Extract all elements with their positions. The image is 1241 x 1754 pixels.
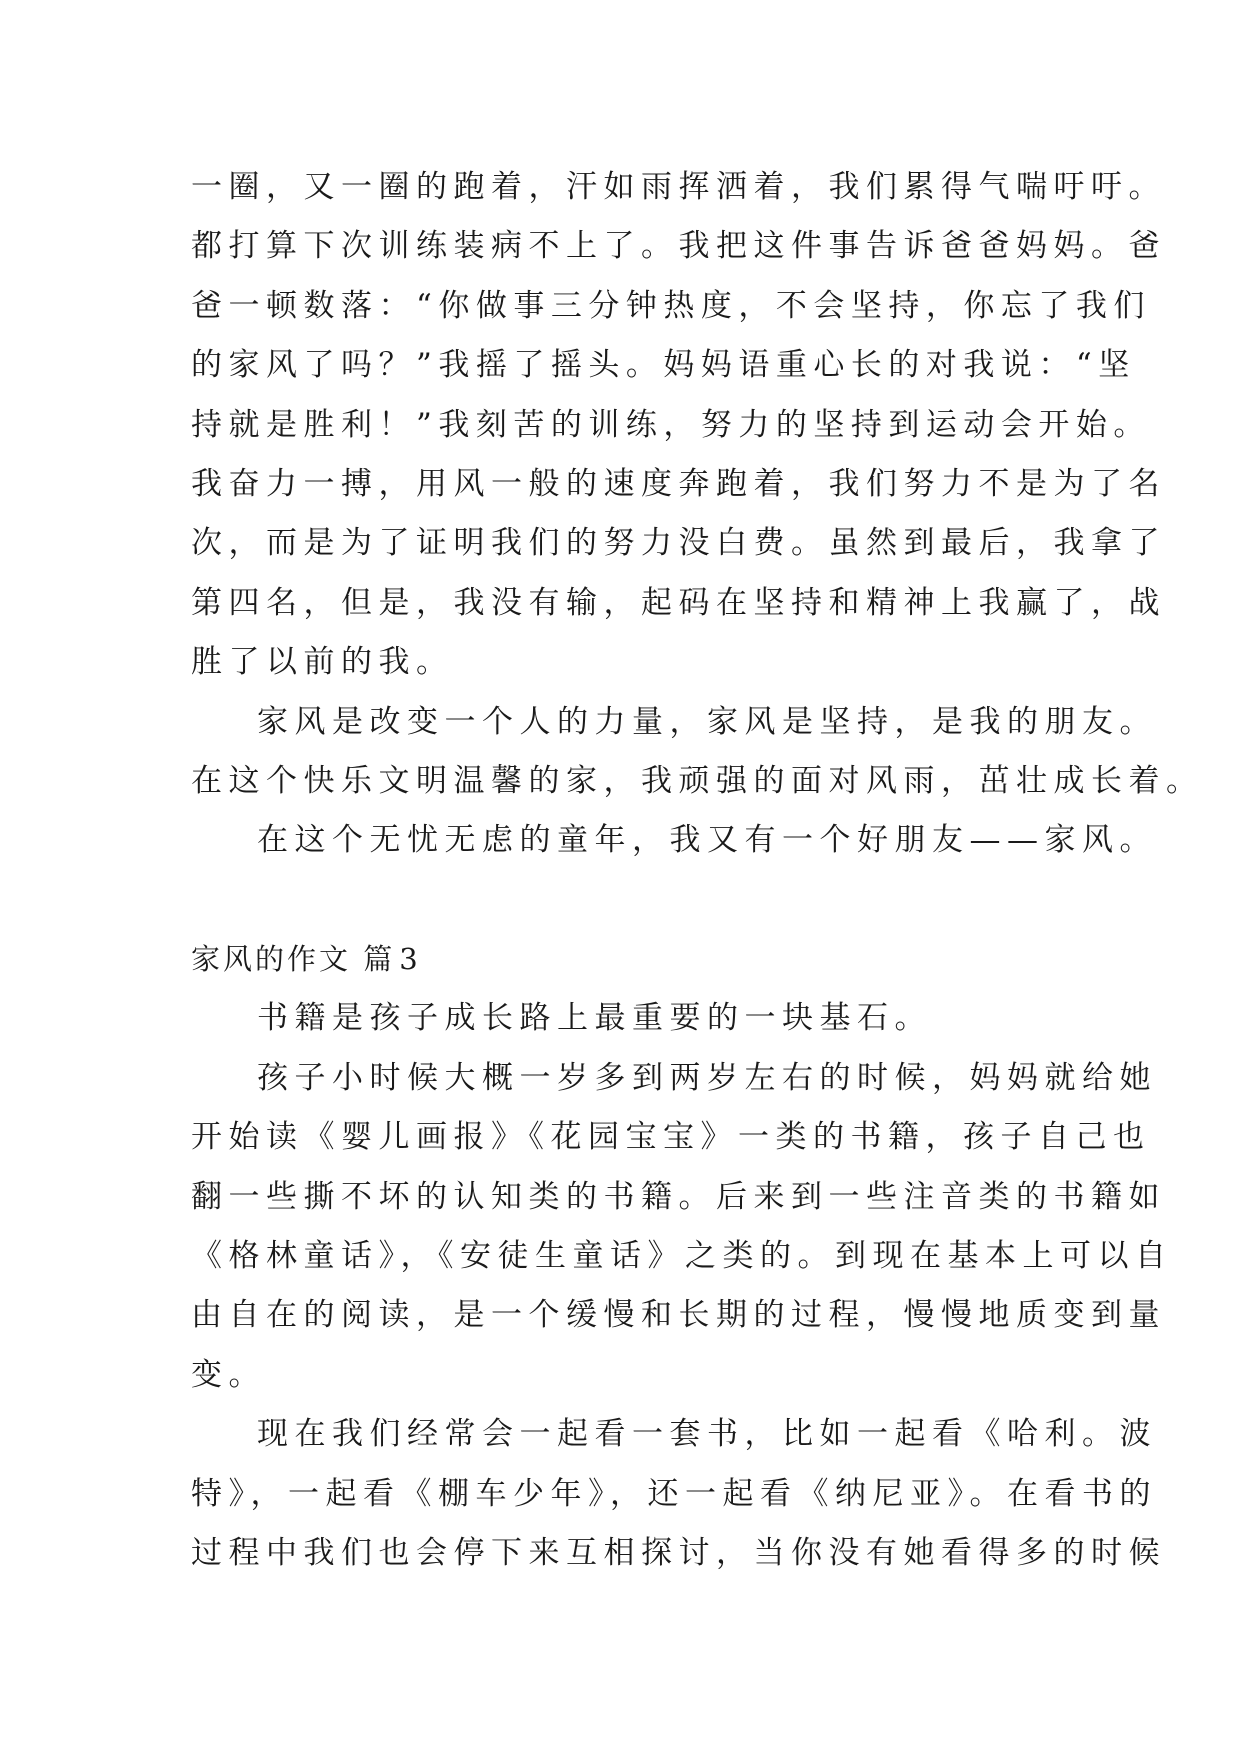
text-line: 爸一顿数落：“你做事三分钟热度，不会坚持，你忘了我们 (191, 287, 1151, 324)
section-heading-number: 3 (399, 942, 418, 977)
text-line: 在这个快乐文明温馨的家，我顽强的面对风雨，茁壮成长着。 (191, 762, 1204, 799)
text-line: 我奋力一搏，用风一般的速度奔跑着，我们努力不是为了名 (191, 465, 1166, 502)
paragraph-first-line: 孩子小时候大概一岁多到两岁左右的时候，妈妈就给她 (257, 1059, 1157, 1096)
text-line: 变。 (191, 1356, 266, 1393)
text-line: 胜了以前的我。 (191, 644, 454, 681)
document-body (191, 158, 1204, 1583)
text-line: 《格林童话》，《安徒生童话》之类的。到现在基本上可以自 (191, 1238, 1173, 1275)
text-line: 一圈，又一圈的跑着，汗如雨挥洒着，我们累得气喘吁吁。 (191, 169, 1166, 205)
text-line: 由自在的阅读，是一个缓慢和长期的过程，慢慢地质变到量 (191, 1297, 1166, 1334)
section-heading (191, 930, 1071, 989)
text-line: 次，而是为了证明我们的努力没白费。虽然到最后，我拿了 (191, 525, 1166, 562)
text-line: 的家风了吗？”我摇了摇头。妈妈语重心长的对我说：“坚 (191, 347, 1136, 384)
paragraph-first-line: 在这个无忧无虑的童年，我又有一个好朋友——家风。 (257, 822, 1157, 859)
paragraph-first-line: 书籍是孩子成长路上最重要的一块基石。 (257, 1000, 932, 1037)
paragraph-first-line: 现在我们经常会一起看一套书，比如一起看《哈利。波 (257, 1416, 1157, 1453)
text-line: 开始读《婴儿画报》《花园宝宝》一类的书籍，孩子自己也 (191, 1119, 1151, 1156)
text-line: 过程中我们也会停下来互相探讨，当你没有她看得多的时候 (191, 1534, 1166, 1571)
text-line: 特》，一起看《棚车少年》，还一起看《纳尼亚》。在看书的 (191, 1475, 1157, 1512)
section-heading-title: 家风的作文 篇 (191, 942, 396, 977)
text-line: 翻一些撕不坏的认知类的书籍。后来到一些注音类的书籍如 (191, 1178, 1166, 1215)
paragraph-first-line: 家风是改变一个人的力量，家风是坚持，是我的朋友。 (257, 703, 1157, 740)
text-line: 都打算下次训练装病不上了。我把这件事告诉爸爸妈妈。爸 (191, 228, 1166, 265)
text-line: 持就是胜利！”我刻苦的训练，努力的坚持到运动会开始。 (191, 406, 1151, 443)
text-line: 第四名，但是，我没有输，起码在坚持和精神上我赢了，战 (191, 584, 1166, 621)
